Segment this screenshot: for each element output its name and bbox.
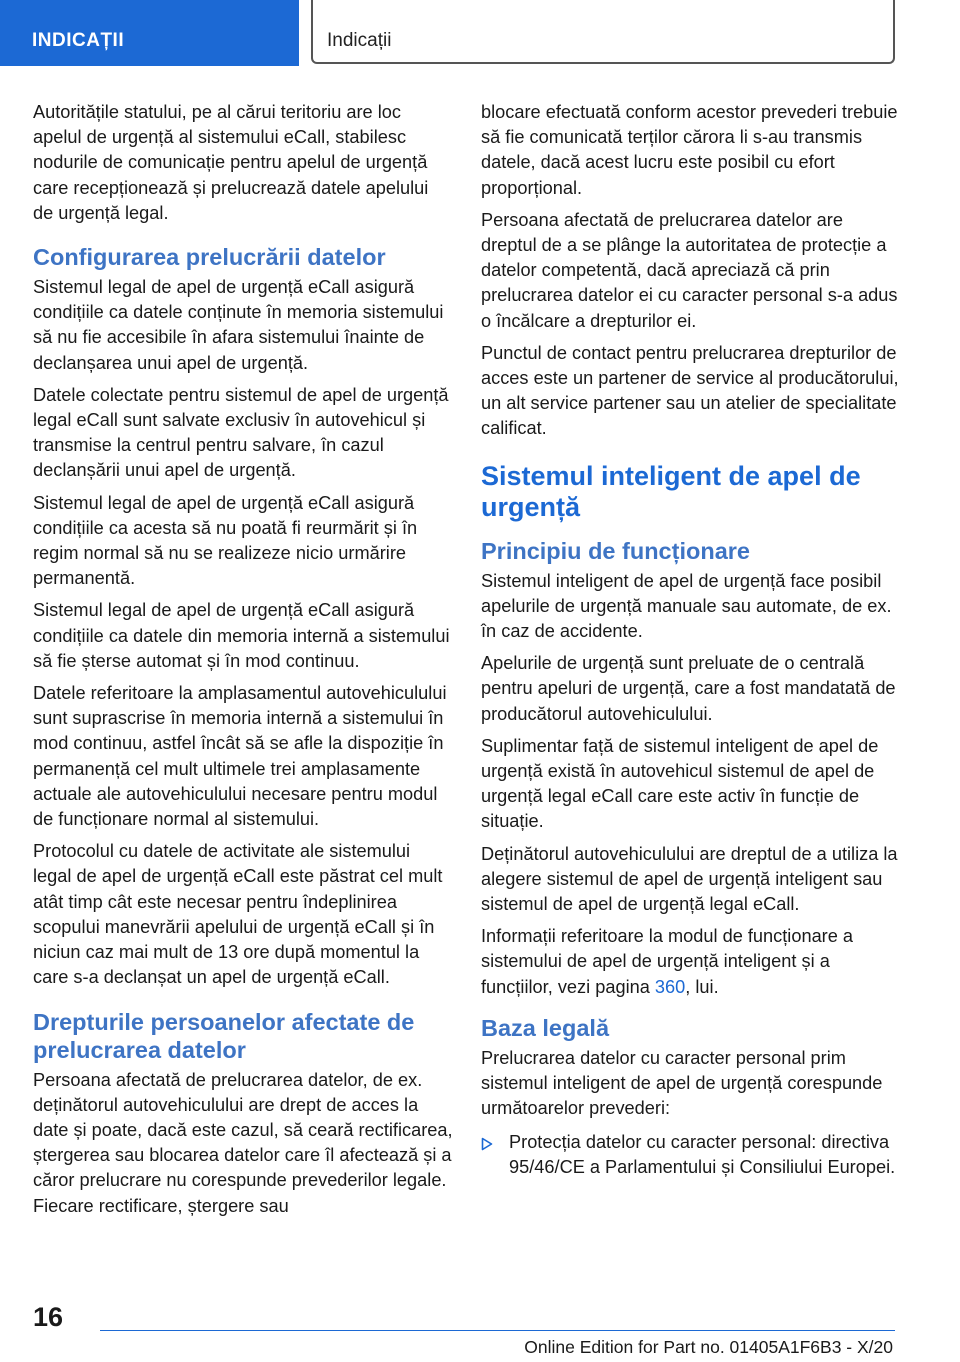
paragraph: Sistemul legal de apel de urgență eCall asigură condițiile ca datele conținute în memoria sistemului să nu fie accesibile în afara sistemului înainte de declanșarea unui apel de urgență. <box>33 277 444 373</box>
paragraph: Datele referitoare la amplasamentul autovehiculului sunt suprascrise în memoria internă a sistemului în mod continuu, astfel încât să se afle la dispoziție în permanență cel mult ultimele trei amplasamente actuale ale autovehiculului necesare pentru modul de funcționare normal al sistemului. <box>33 683 447 830</box>
heading-rights: Drepturile persoanelor afectate de prelucrarea datelor <box>33 1008 415 1063</box>
paragraph: Sistemul legal de apel de urgență eCall asigură condițiile ca acesta să nu poată fi reurmărit și în regim normal să nu se realizeze nicio urmărire permanentă. <box>33 492 418 589</box>
paragraph: Datele colectate pentru sistemul de apel de urgență legal eCall sunt salvate exclusiv în autovehicul și transmise la centrul pentru salvare, în cazul declanșării unui apel de urgență. <box>33 384 449 481</box>
paragraph: Persoana afectată de prelucrarea datelor, de ex. deținătorul autovehiculului are drept de acces la date și poate, dacă este cazul, să ceară rectificarea, ștergerea sau blocarea datelor care îl afectează și a căror prelucrare nu corespunde prevederilor legale. Fiecare rectificare, ștergere sau <box>33 1069 453 1216</box>
paragraph: Apelurile de urgență sunt preluate de o centrală pentru apeluri de urgență, care a fost mandatată de producătorul autovehiculului. <box>481 653 896 724</box>
paragraph: Suplimentar față de sistemul inteligent de apel de urgență există în autovehicul sistemul de apel de urgență legal eCall care este activ în funcție de situație. <box>481 735 879 832</box>
footer-divider <box>100 1330 895 1331</box>
header-title-box <box>311 0 895 64</box>
heading-legal-basis: Baza legală <box>481 1014 610 1041</box>
heading-intelligent-system: Sistemul inteligent de apel de urgență <box>481 460 861 522</box>
heading-principle: Principiu de funcționare <box>481 537 750 564</box>
paragraph: Sistemul inteligent de apel de urgență face posibil apelurile de urgență manuale sau automate, de ex. în caz de accidente. <box>481 570 892 642</box>
paragraph: Protocolul cu datele de activitate ale sistemului legal de apel de urgență eCall este păstrat cel mult atât timp cât este necesar pentru îndeplinirea scopului manevrării apelului de urgență eCall și în niciun caz mai mult de 13 ore după momentul la care s-a declanșat un apel de urgență eCall. <box>33 841 443 988</box>
heading-config: Configurarea prelucrării datelor <box>33 244 386 271</box>
paragraph: Sistemul legal de apel de urgență eCall asigură condițiile ca datele din memoria internă a sistemului să fie șterse automat și în mod continuu. <box>33 600 450 671</box>
footer-edition: Online Edition for Part no. 01405A1F6B3 - X/20 <box>524 1337 893 1357</box>
section-tab-label: INDICAȚII <box>32 30 125 51</box>
triangle-right-icon <box>481 1130 509 1180</box>
paragraph: Autoritățile statului, pe al cărui teritoriu are loc apelul de urgență al sistemului eCall, stabilesc nodurile de comunicație pentru apelul de urgență care recepționează și prelucrează datele apelului de urgență legal. <box>33 102 429 223</box>
paragraph-with-link <box>481 924 899 1000</box>
paragraph: Punctul de contact pentru prelucrarea drepturilor de acces este un partener de service al producătorului, un alt service partener sau un atelier de specialitate calificat. <box>481 342 899 439</box>
list-item-text: Protecția datelor cu caracter personal: directiva 95/46/CE a Parlamentului și Consiliului Europei. <box>509 1131 896 1177</box>
paragraph: blocare efectuată conform acestor prevederi trebuie să fie comunicată terților cărora li s-au transmis datele, dacă acest lucru este posibil cu efort proporțional. <box>481 102 898 198</box>
paragraph-text: , lui. <box>685 976 719 997</box>
left-column <box>33 100 453 1226</box>
page-number: 16 <box>33 1302 64 1332</box>
right-column <box>481 100 899 1180</box>
paragraph: Prelucrarea datelor cu caracter personal prim sistemul inteligent de apel de urgență corespunde următoarelor prevederi: <box>481 1047 883 1119</box>
paragraph: Persoana afectată de prelucrarea datelor are dreptul de a se plânge la autoritatea de protecție a datelor competentă, dacă apreciază că prin prelucrarea datelor ei cu caracter personal s-a adus o încălcare a drepturilor ei. <box>481 209 898 331</box>
page-header <box>0 0 960 66</box>
page-reference-link[interactable]: 360 <box>654 976 686 997</box>
list-item <box>481 1130 899 1180</box>
section-tab <box>0 0 299 66</box>
paragraph: Deținătorul autovehiculului are dreptul de a utiliza la alegere sistemul de apel de urgență inteligent sau sistemul de apel de urgență legal eCall. <box>481 843 898 915</box>
header-title: Indicații <box>327 30 392 51</box>
paragraph-text: Informații referitoare la modul de funcționare a sistemului de apel de urgență inteligent și a funcțiilor, vezi pagina <box>481 926 854 997</box>
